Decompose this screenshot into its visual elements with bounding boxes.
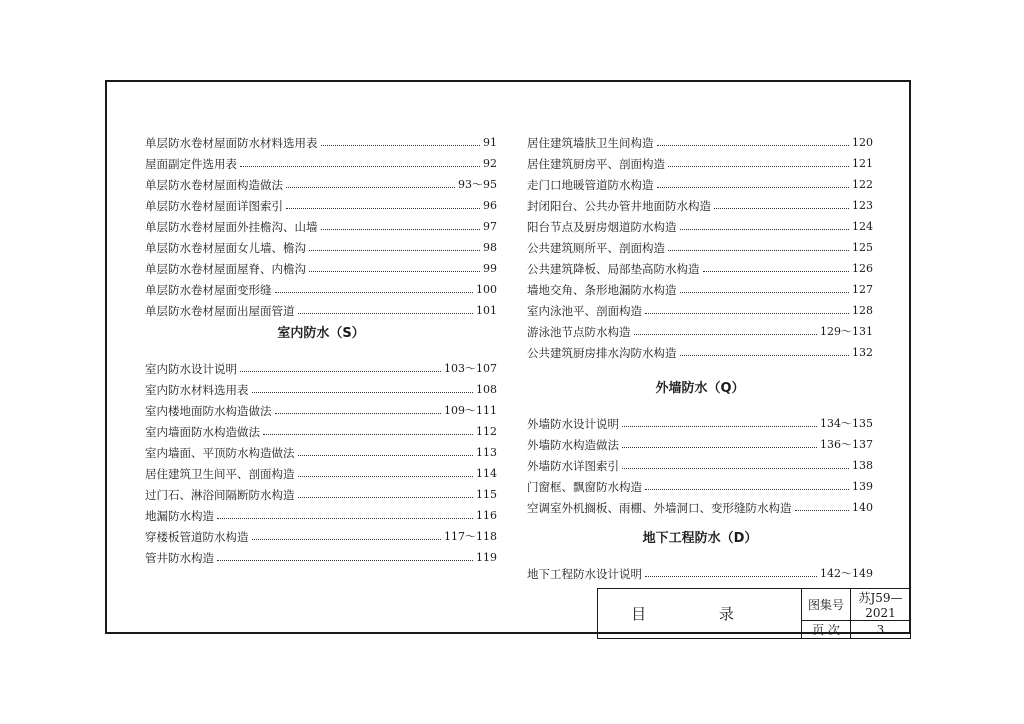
toc-entry-title: 单层防水卷材屋面外挂檐沟、山墙 (145, 220, 318, 234)
toc-entry[interactable] (145, 375, 497, 396)
toc-entry[interactable] (145, 354, 497, 375)
toc-entry-page: 127 (852, 283, 873, 296)
toc-entry-page: 122 (852, 178, 873, 191)
toc-entry[interactable] (145, 275, 497, 296)
dot-leader (309, 250, 480, 251)
toc-entry-page: 128 (852, 304, 873, 317)
toc-entry-page: 115 (476, 488, 497, 501)
title-block (597, 588, 911, 639)
dot-leader (252, 392, 474, 393)
toc-entry-title: 封闭阳台、公共办管井地面防水构造 (527, 199, 711, 213)
toc-entry-page: 117～118 (444, 530, 497, 543)
toc-entry[interactable] (527, 296, 873, 317)
toc-entry[interactable] (527, 338, 873, 359)
toc-entry-page: 103～107 (444, 362, 497, 375)
page-number-label: 页 次 (802, 621, 851, 639)
toc-entry[interactable] (145, 128, 497, 149)
dot-leader (286, 208, 480, 209)
toc-entry-page: 97 (483, 220, 497, 233)
spacer (527, 359, 873, 372)
toc-entry-title: 室内泳池平、剖面构造 (527, 304, 642, 318)
toc-entry-title: 室内楼地面防水构造做法 (145, 404, 272, 418)
toc-entry-title: 管井防水构造 (145, 551, 214, 565)
dot-leader (645, 576, 817, 577)
dot-leader (680, 292, 850, 293)
toc-entry[interactable] (527, 275, 873, 296)
toc-entry-title: 单层防水卷材屋面详图索引 (145, 199, 283, 213)
toc-entry[interactable] (527, 430, 873, 451)
dot-leader (622, 447, 817, 448)
atlas-number-value: 苏J59—2021 (851, 589, 911, 621)
toc-entry[interactable] (145, 191, 497, 212)
dot-leader (657, 145, 850, 146)
toc-entry-title: 门窗框、飘窗防水构造 (527, 480, 642, 494)
toc-entry-page: 112 (476, 425, 497, 438)
toc-entry-title: 穿楼板管道防水构造 (145, 530, 249, 544)
dot-leader (263, 434, 473, 435)
toc-entry-title: 游泳池节点防水构造 (527, 325, 631, 339)
page-number-value: 3 (851, 621, 911, 639)
dot-leader (240, 371, 441, 372)
dot-leader (298, 497, 474, 498)
section-title-exterior-wall: 外墙防水（Q） (655, 381, 745, 396)
toc-entry-page: 124 (852, 220, 873, 233)
dot-leader (298, 455, 474, 456)
toc-entry[interactable] (145, 149, 497, 170)
toc-entry-title: 单层防水卷材屋面出屋面管道 (145, 304, 295, 318)
toc-entry[interactable] (145, 296, 497, 317)
toc-entry-title: 室内墙面、平顶防水构造做法 (145, 446, 295, 460)
toc-entry-page: 109～111 (444, 404, 497, 417)
dot-leader (680, 229, 850, 230)
dot-leader (321, 145, 481, 146)
toc-entry-page: 100 (476, 283, 497, 296)
toc-entry[interactable] (527, 149, 873, 170)
toc-entry-title: 外墙防水详图索引 (527, 459, 619, 473)
dot-leader (622, 426, 817, 427)
section-title-underground: 地下工程防水（D） (642, 531, 758, 546)
toc-entry-page: 98 (483, 241, 497, 254)
toc-entry-title: 外墙防水设计说明 (527, 417, 619, 431)
toc-entry-title: 单层防水卷材屋面防水材料选用表 (145, 136, 318, 150)
toc-entry-page: 139 (852, 480, 873, 493)
toc-entry-page: 138 (852, 459, 873, 472)
toc-entry-title: 墙地交角、条形地漏防水构造 (527, 283, 677, 297)
dot-leader (321, 229, 481, 230)
dot-leader (668, 250, 849, 251)
toc-group-exterior-wall (527, 409, 873, 514)
dot-leader (240, 166, 480, 167)
toc-entry[interactable] (527, 317, 873, 338)
atlas-number-label: 图集号 (802, 589, 851, 621)
toc-entry-title: 公共建筑厕所平、剖面构造 (527, 241, 665, 255)
dot-leader (217, 518, 473, 519)
dot-leader (252, 539, 442, 540)
dot-leader (703, 271, 850, 272)
toc-entry-page: 93～95 (458, 178, 497, 191)
dot-leader (275, 413, 442, 414)
toc-entry[interactable] (527, 254, 873, 275)
toc-entry-page: 101 (476, 304, 497, 317)
dot-leader (714, 208, 849, 209)
toc-entry-title: 公共建筑降板、局部垫高防水构造 (527, 262, 700, 276)
toc-group-roof (145, 128, 497, 317)
toc-right-column (527, 128, 873, 580)
toc-entry-title: 室内墙面防水构造做法 (145, 425, 260, 439)
toc-entry[interactable] (145, 543, 497, 564)
toc-entry-page: 91 (483, 136, 497, 149)
toc-entry-page: 96 (483, 199, 497, 212)
toc-entry-title: 单层防水卷材屋面构造做法 (145, 178, 283, 192)
dot-leader (680, 355, 850, 356)
toc-entry-title: 公共建筑厨房排水沟防水构造 (527, 346, 677, 360)
dot-leader (795, 510, 850, 511)
toc-entry-page: 140 (852, 501, 873, 514)
toc-entry-page: 125 (852, 241, 873, 254)
toc-entry[interactable] (527, 559, 873, 580)
dot-leader (217, 560, 473, 561)
toc-entry-page: 116 (476, 509, 497, 522)
toc-left-column (145, 128, 497, 564)
toc-entry-page: 129～131 (820, 325, 873, 338)
toc-entry-title: 单层防水卷材屋面屋脊、内檐沟 (145, 262, 306, 276)
toc-entry-page: 136～137 (820, 438, 873, 451)
spacer (145, 346, 497, 354)
dot-leader (275, 292, 474, 293)
toc-entry[interactable] (145, 501, 497, 522)
toc-entry[interactable] (145, 459, 497, 480)
spacer (527, 514, 873, 522)
toc-entry-title: 屋面副定件选用表 (145, 157, 237, 171)
toc-entry-title: 过门石、淋浴间隔断防水构造 (145, 488, 295, 502)
toc-entry-page: 99 (483, 262, 497, 275)
dot-leader (668, 166, 849, 167)
toc-entry[interactable] (145, 438, 497, 459)
toc-entry[interactable] (527, 472, 873, 493)
toc-group-underground (527, 559, 873, 580)
toc-entry[interactable] (145, 417, 497, 438)
section-title-indoor: 室内防水（S） (277, 326, 365, 341)
toc-entry-page: 126 (852, 262, 873, 275)
toc-entry[interactable] (145, 396, 497, 417)
dot-leader (645, 489, 849, 490)
toc-entry-title: 外墙防水构造做法 (527, 438, 619, 452)
toc-entry-page: 123 (852, 199, 873, 212)
toc-entry[interactable] (145, 522, 497, 543)
dot-leader (645, 313, 849, 314)
toc-entry[interactable] (527, 233, 873, 254)
toc-entry-page: 121 (852, 157, 873, 170)
dot-leader (286, 187, 455, 188)
toc-entry[interactable] (145, 170, 497, 191)
dot-leader (298, 313, 474, 314)
toc-entry-page: 120 (852, 136, 873, 149)
toc-entry[interactable] (145, 212, 497, 233)
title-block-title: 目 录 (598, 589, 802, 639)
toc-entry[interactable] (145, 480, 497, 501)
toc-entry-title: 居住建筑厨房平、剖面构造 (527, 157, 665, 171)
toc-entry[interactable] (527, 170, 873, 191)
dot-leader (657, 187, 850, 188)
toc-entry-page: 108 (476, 383, 497, 396)
toc-entry-title: 阳台节点及厨房烟道防水构造 (527, 220, 677, 234)
toc-entry-title: 室内防水设计说明 (145, 362, 237, 376)
toc-entry[interactable] (527, 451, 873, 472)
dot-leader (298, 476, 474, 477)
dot-leader (622, 468, 849, 469)
toc-entry[interactable] (145, 233, 497, 254)
toc-entry-page: 92 (483, 157, 497, 170)
toc-entry-title: 居住建筑墙肤卫生间构造 (527, 136, 654, 150)
toc-entry-page: 119 (476, 551, 497, 564)
toc-entry-title: 单层防水卷材屋面女儿墙、檐沟 (145, 241, 306, 255)
toc-group-indoor (145, 354, 497, 564)
toc-entry-title: 空调室外机搁板、雨棚、外墙洞口、变形缝防水构造 (527, 501, 792, 515)
spacer (527, 401, 873, 409)
dot-leader (634, 334, 818, 335)
toc-entry-title: 室内防水材料选用表 (145, 383, 249, 397)
toc-entry[interactable] (527, 493, 873, 514)
toc-entry-page: 113 (476, 446, 497, 459)
toc-entry-title: 地下工程防水设计说明 (527, 567, 642, 581)
toc-entry-title: 居住建筑卫生间平、剖面构造 (145, 467, 295, 481)
toc-entry-title: 地漏防水构造 (145, 509, 214, 523)
toc-entry[interactable] (145, 254, 497, 275)
toc-entry-page: 132 (852, 346, 873, 359)
toc-group-indoor-cont (527, 128, 873, 359)
toc-entry-page: 134～135 (820, 417, 873, 430)
dot-leader (309, 271, 480, 272)
toc-entry[interactable] (527, 128, 873, 149)
spacer (527, 551, 873, 559)
toc-entry-page: 142～149 (820, 567, 873, 580)
toc-entry[interactable] (527, 191, 873, 212)
toc-entry-title: 单层防水卷材屋面变形缝 (145, 283, 272, 297)
toc-entry-page: 114 (476, 467, 497, 480)
toc-entry-title: 走门口地暖管道防水构造 (527, 178, 654, 192)
toc-entry[interactable] (527, 409, 873, 430)
toc-entry[interactable] (527, 212, 873, 233)
